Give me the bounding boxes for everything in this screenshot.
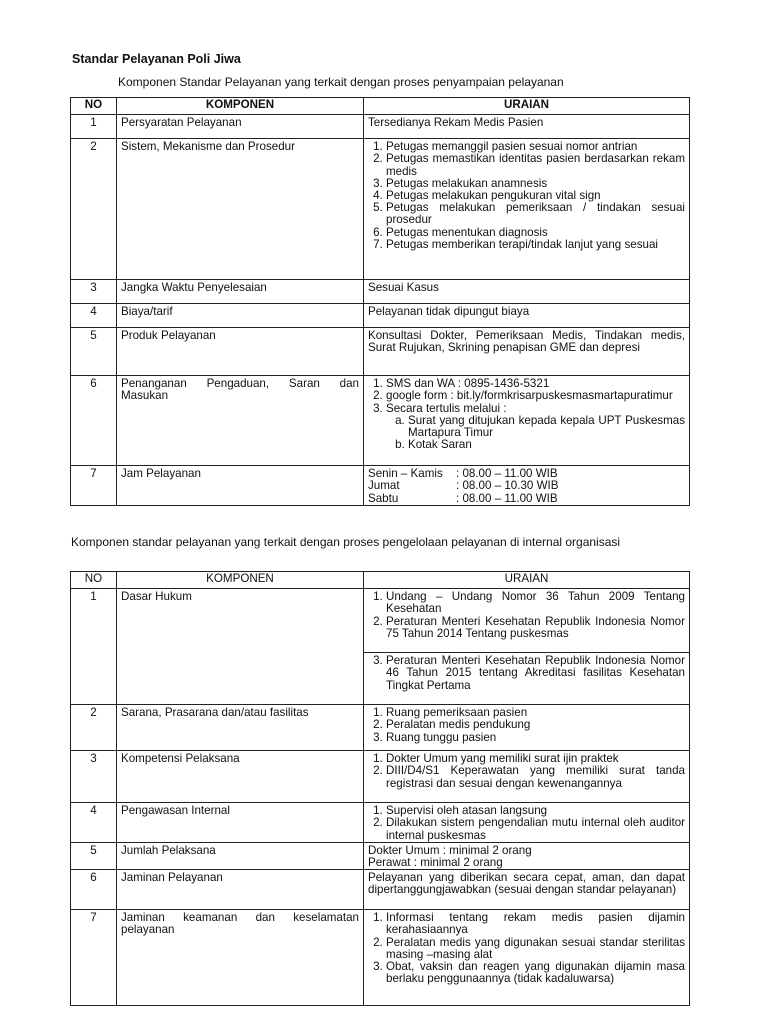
list-item: 3. Ruang tunggu pasien xyxy=(386,732,685,744)
list-item: 3. Obat, vaksin dan reagen yang digunakan dijamin masa berlaku penggunaannya (tidak kadaluwarsa) xyxy=(386,961,685,985)
list-item: 1. Undang – Undang Nomor 36 Tahun 2009 Tentang Kesehatan xyxy=(386,591,685,615)
row-uraian xyxy=(364,705,690,751)
list-item: 1. Petugas memanggil pasien sesuai nomor antrian xyxy=(386,141,685,153)
row-komponen: Biaya/tarif xyxy=(117,304,364,328)
header-komponen: KOMPONEN xyxy=(117,98,364,115)
row-komponen: Sarana, Prasarana dan/atau fasilitas xyxy=(117,705,364,751)
table-header-row xyxy=(71,98,690,115)
header-uraian: URAIAN xyxy=(364,572,690,589)
row-uraian: Sesuai Kasus xyxy=(364,280,690,304)
table-row xyxy=(71,280,690,304)
row-uraian: Konsultasi Dokter, Pemeriksaan Medis, Tindakan medis, Surat Rujukan, Skrining penapisan GME dan depresi xyxy=(364,328,690,376)
sub-list xyxy=(386,415,685,452)
sub-list-item: b. Kotak Saran xyxy=(408,439,685,451)
list-item: 1. SMS dan WA : 0895-1436-5321 xyxy=(386,378,685,390)
list-item: 1. Ruang pemeriksaan pasien xyxy=(386,707,685,719)
row-number: 3 xyxy=(71,751,117,803)
list-item: 2. google form : bit.ly/formkrisarpuskesmasmartapuratimur xyxy=(386,390,685,402)
header-no: NO xyxy=(71,98,117,115)
section2-caption: Komponen standar pelayanan yang terkait dengan proses pengelolaan pelayanan di internal organisasi xyxy=(71,535,621,549)
list-item: 3. Petugas melakukan anamnesis xyxy=(386,178,685,190)
complaint-list xyxy=(368,378,685,451)
table-header-row xyxy=(71,572,690,589)
row-number: 5 xyxy=(71,328,117,376)
section1-caption: Komponen Standar Pelayanan yang terkait dengan proses penyampaian pelayanan xyxy=(118,75,564,89)
table-row xyxy=(71,304,690,328)
list-item-text: Secara tertulis melalui : xyxy=(386,401,507,415)
row-number: 4 xyxy=(71,304,117,328)
law-list xyxy=(368,655,685,692)
row-komponen: Jaminan Pelayanan xyxy=(117,870,364,910)
table-row xyxy=(71,589,690,653)
row-uraian xyxy=(364,751,690,803)
list-item: 2. DIII/D4/S1 Keperawatan yang memiliki surat tanda registrasi dan sesuai dengan kewenangannya xyxy=(386,765,685,789)
row-uraian xyxy=(364,842,690,869)
row-komponen: Pengawasan Internal xyxy=(117,803,364,843)
hours-day: Jumat xyxy=(368,479,400,493)
list-item: 1. Dokter Umum yang memiliki surat ijin praktek xyxy=(386,753,685,765)
list-item: 2. Dilakukan sistem pengendalian mutu internal oleh auditor internal puskesmas xyxy=(386,817,685,841)
list-item: 2. Petugas memastikan identitas pasien berdasarkan rekam medis xyxy=(386,153,685,177)
hours-time: : 08.00 – 11.00 WIB xyxy=(456,467,558,481)
supervision-list xyxy=(368,805,685,842)
staff-line: Perawat : minimal 2 orang xyxy=(368,856,503,870)
hours-time: : 08.00 – 11.00 WIB xyxy=(456,491,558,505)
table-row xyxy=(71,803,690,843)
row-komponen: Sistem, Mekanisme dan Prosedur xyxy=(117,139,364,280)
row-komponen: Jangka Waktu Penyelesaian xyxy=(117,280,364,304)
row-number: 3 xyxy=(71,280,117,304)
hours-day: Senin – Kamis xyxy=(368,467,443,481)
competency-list xyxy=(368,753,685,790)
header-no: NO xyxy=(71,572,117,589)
list-item: 2. Peralatan medis pendukung xyxy=(386,719,685,731)
table-row xyxy=(71,466,690,506)
row-uraian xyxy=(364,910,690,1006)
law-list xyxy=(368,591,685,640)
table-row xyxy=(71,376,690,466)
staff-line: Dokter Umum : minimal 2 orang xyxy=(368,843,532,857)
row-komponen: Penanganan Pengaduan, Saran dan Masukan xyxy=(117,376,364,466)
list-item: 1. Supervisi oleh atasan langsung xyxy=(386,805,685,817)
list-item: 1. Informasi tentang rekam medis pasien dijamin kerahasiaannya xyxy=(386,912,685,936)
section2-table xyxy=(70,571,690,1006)
section1-table xyxy=(70,97,690,506)
row-uraian: Pelayanan yang diberikan secara cepat, aman, dan dapat dipertanggungjawabkan (sesuai dengan standar pelayanan) xyxy=(364,870,690,910)
safety-list xyxy=(368,912,685,985)
row-number: 2 xyxy=(71,139,117,280)
row-komponen: Kompetensi Pelaksana xyxy=(117,751,364,803)
hours-time: : 08.00 – 10.30 WIB xyxy=(456,479,559,493)
list-item: 2. Peraturan Menteri Kesehatan Republik Indonesia Nomor 75 Tahun 2014 Tentang puskesmas xyxy=(386,616,685,640)
row-uraian: Tersedianya Rekam Medis Pasien xyxy=(364,115,690,139)
procedure-list xyxy=(368,141,685,251)
hours-line xyxy=(368,480,685,492)
table-row xyxy=(71,751,690,803)
table-row xyxy=(71,705,690,751)
list-item xyxy=(386,403,685,452)
row-komponen: Produk Pelayanan xyxy=(117,328,364,376)
facility-list xyxy=(368,707,685,744)
table-row xyxy=(71,115,690,139)
table-row xyxy=(71,139,690,280)
row-number: 7 xyxy=(71,466,117,506)
sub-list-item: a. Surat yang ditujukan kepada kepala UPT Puskesmas Martapura Timur xyxy=(408,415,685,439)
document-title: Standar Pelayanan Poli Jiwa xyxy=(72,52,241,66)
row-komponen: Jumlah Pelaksana xyxy=(117,842,364,869)
row-komponen: Dasar Hukum xyxy=(117,589,364,705)
row-komponen: Jam Pelayanan xyxy=(117,466,364,506)
row-uraian xyxy=(364,376,690,466)
row-number: 5 xyxy=(71,842,117,869)
header-uraian: URAIAN xyxy=(364,98,690,115)
row-uraian xyxy=(364,803,690,843)
header-komponen: KOMPONEN xyxy=(117,572,364,589)
list-item: 7. Petugas memberikan terapi/tindak lanjut yang sesuai xyxy=(386,239,685,251)
row-uraian xyxy=(364,589,690,653)
row-number: 7 xyxy=(71,910,117,1006)
table-row xyxy=(71,910,690,1006)
table-row xyxy=(71,328,690,376)
row-number: 6 xyxy=(71,870,117,910)
row-uraian xyxy=(364,653,690,705)
table-row xyxy=(71,842,690,869)
table-row xyxy=(71,870,690,910)
row-number: 4 xyxy=(71,803,117,843)
list-item: 4. Petugas melakukan pengukuran vital sign xyxy=(386,190,685,202)
row-uraian xyxy=(364,139,690,280)
list-item: 2. Peralatan medis yang digunakan sesuai standar sterilitas masing –masing alat xyxy=(386,937,685,961)
hours-line xyxy=(368,493,685,505)
row-number: 2 xyxy=(71,705,117,751)
row-komponen: Jaminan keamanan dan keselamatan pelayanan xyxy=(117,910,364,1006)
hours-day: Sabtu xyxy=(368,491,399,505)
row-komponen: Persyaratan Pelayanan xyxy=(117,115,364,139)
row-uraian: Pelayanan tidak dipungut biaya xyxy=(364,304,690,328)
row-number: 6 xyxy=(71,376,117,466)
list-item: 5. Petugas melakukan pemeriksaan / tindakan sesuai prosedur xyxy=(386,202,685,226)
row-number: 1 xyxy=(71,589,117,705)
row-uraian xyxy=(364,466,690,506)
list-item: 3. Peraturan Menteri Kesehatan Republik Indonesia Nomor 46 Tahun 2015 tentang Akreditasi fasilitas Kesehatan Tingkat Pertama xyxy=(386,655,685,692)
row-number: 1 xyxy=(71,115,117,139)
list-item: 6. Petugas menentukan diagnosis xyxy=(386,227,685,239)
